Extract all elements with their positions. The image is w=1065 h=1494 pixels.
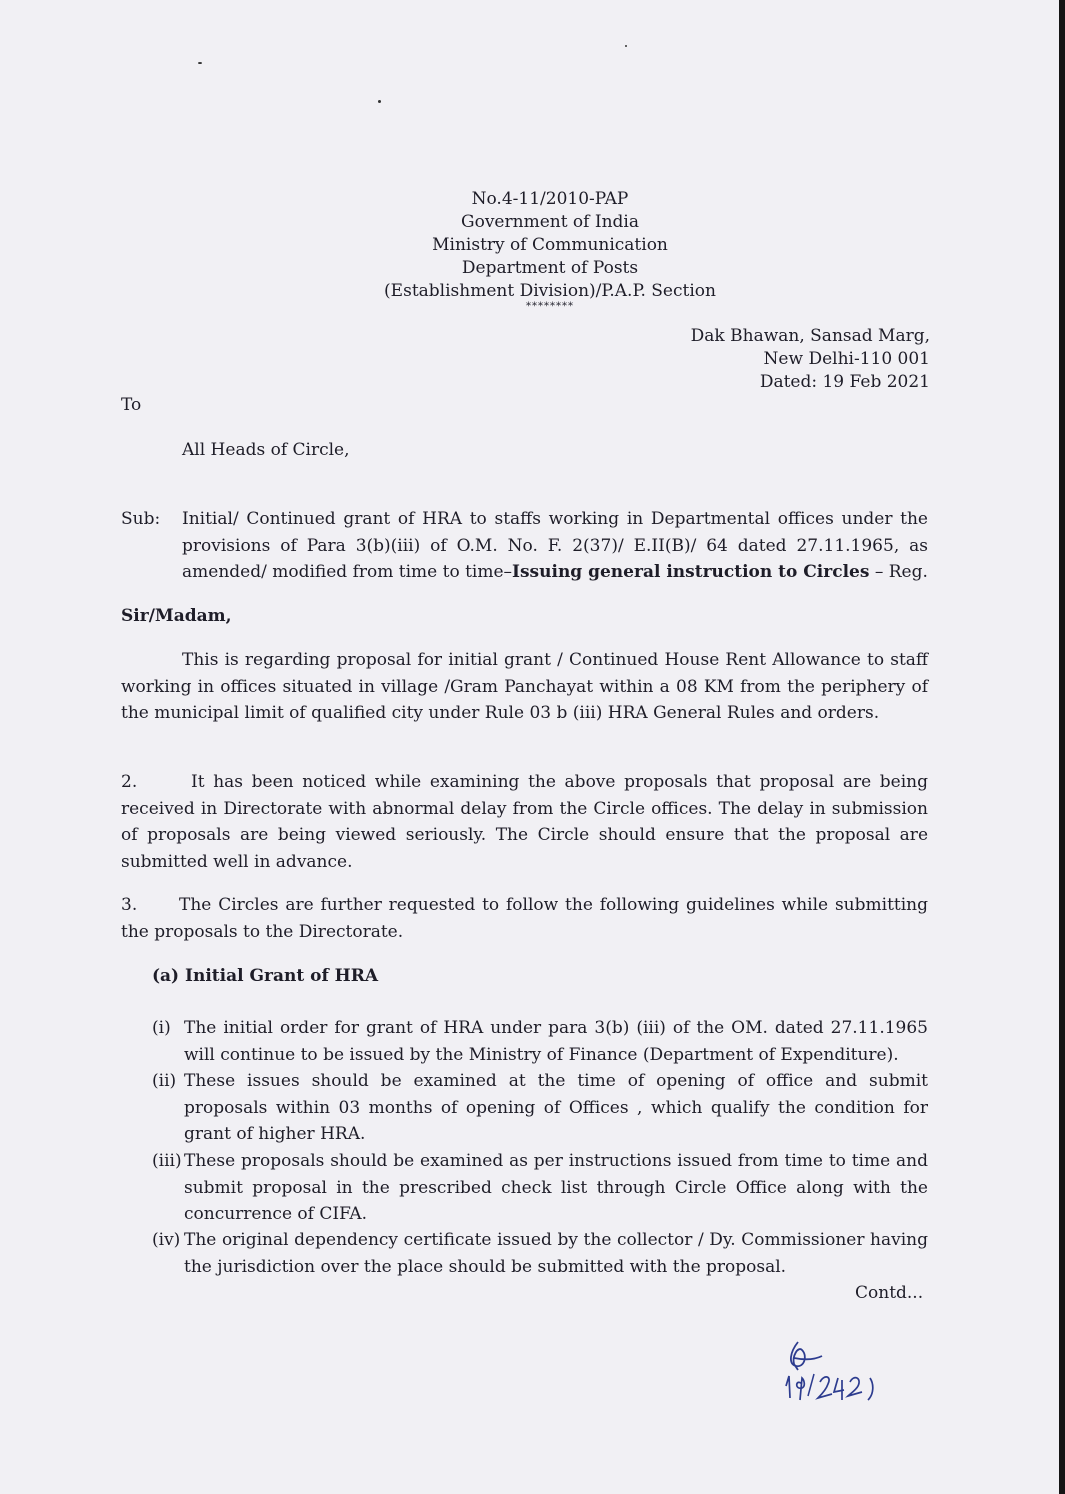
subject-label: Sub:	[121, 509, 161, 529]
paragraph-2: It has been noticed while examining the above proposals that proposal are being received in Directorate with abnormal delay from the Circle offices. The delay in submission of proposals are being viewed seriously. The Circle should ensure that the proposal are submitted well in advance.	[121, 772, 928, 872]
item-iii-label: (iii)	[152, 1151, 182, 1171]
scan-speck	[378, 100, 381, 103]
address-line-2: New Delhi-110 001	[763, 349, 930, 369]
to-label: To	[121, 395, 142, 415]
paragraph-3-number: 3.	[121, 895, 138, 915]
subject-bold: Issuing general instruction to Circles	[512, 562, 870, 582]
scan-edge	[1059, 0, 1065, 1494]
address-date: Dated: 19 Feb 2021	[759, 372, 930, 392]
header-ministry: Ministry of Communication	[432, 235, 668, 255]
item-iii-text: These proposals should be examined as per instructions issued from time to time and submit proposal in the prescribed check list through Circle Office along with the concurrence of CIFA.	[184, 1151, 928, 1224]
item-ii-text: These issues should be examined at the time of opening of office and submit proposals within 03 months of opening of Offices , which qualify the condition for grant of higher HRA.	[184, 1071, 928, 1144]
scan-speck	[198, 62, 202, 64]
paragraph-1: This is regarding proposal for initial grant / Continued House Rent Allowance to staff working in offices situated in village /Gram Panchayat within a 08 KM from the periphery of the municipal limit of qualified city under Rule 03 b (iii) HRA General Rules and orders.	[121, 650, 928, 723]
item-ii-label: (ii)	[152, 1071, 177, 1091]
contd-label: Contd...	[855, 1283, 924, 1303]
address-block	[691, 325, 930, 394]
salutation: Sir/Madam,	[121, 606, 232, 626]
subject-end: – Reg.	[869, 562, 928, 582]
item-i-text: The initial order for grant of HRA under para 3(b) (iii) of the OM. dated 27.11.1965 will continue to be issued by the Ministry of Finance (Department of Expenditure).	[184, 1018, 928, 1065]
header-section: (Establishment Division)/P.A.P. Section	[384, 281, 716, 301]
item-i-label: (i)	[152, 1018, 171, 1038]
handwritten-signature	[778, 1338, 888, 1408]
header-department: Department of Posts	[461, 258, 639, 278]
item-iv-text: The original dependency certificate issued by the collector / Dy. Commissioner having the jurisdiction over the place should be submitted with the proposal.	[184, 1230, 928, 1277]
item-iv-label: (iv)	[152, 1230, 181, 1250]
address-line-1: Dak Bhawan, Sansad Marg,	[690, 326, 930, 346]
header-government: Government of India	[461, 212, 639, 232]
header-block	[300, 188, 800, 303]
paragraph-3: The Circles are further requested to follow the following guidelines while submitting the proposals to the Directorate.	[121, 895, 928, 942]
subject-text	[182, 506, 928, 586]
scan-speck	[625, 45, 627, 47]
header-stars: ********	[526, 301, 574, 312]
subject-plain: Initial/ Continued grant of HRA to staffs working in Departmental offices under the provisions of Para 3(b)(iii) of O.M. No. F. 2(37)/ E.II(B)/ 64 dated 27.11.1965, as amended/ modified from time to time–	[182, 509, 928, 582]
paragraph-2-number: 2.	[121, 772, 138, 792]
section-a-heading: (a) Initial Grant of HRA	[152, 966, 379, 986]
reference-number: No.4-11/2010-PAP	[471, 189, 629, 209]
recipient: All Heads of Circle,	[182, 440, 350, 460]
